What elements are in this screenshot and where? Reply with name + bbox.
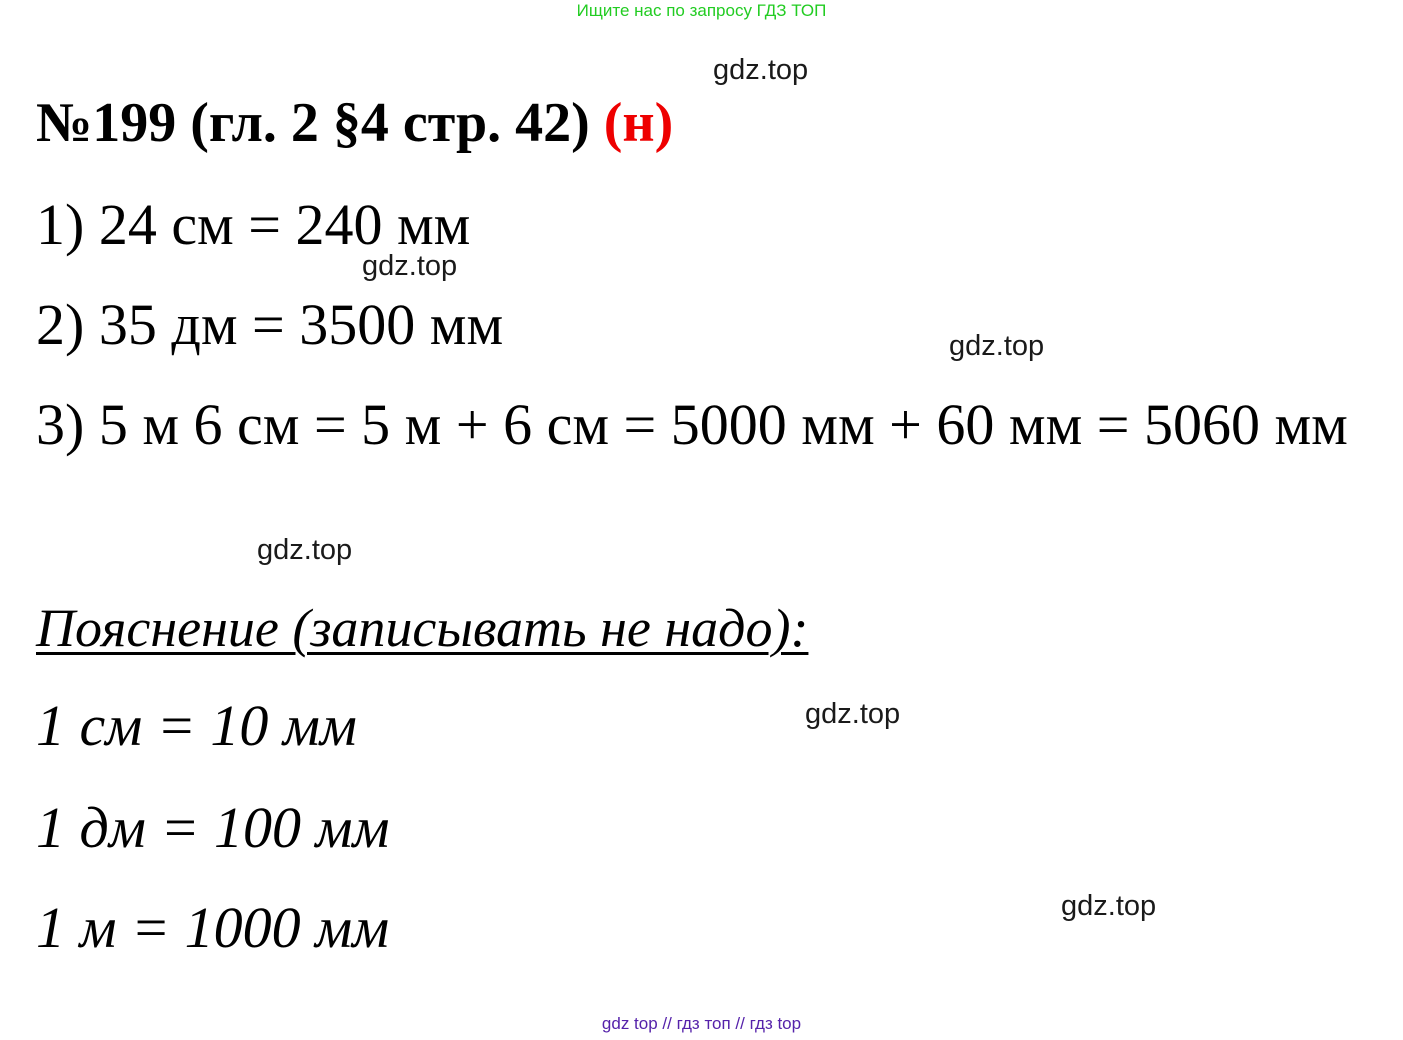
conversion-rule-1: 1 см = 10 мм: [36, 693, 357, 758]
conversion-rule-3: 1 м = 1000 мм: [36, 895, 390, 960]
solution-line-1: 1) 24 см = 240 мм: [36, 192, 471, 257]
conversion-rule-2: 1 дм = 100 мм: [36, 795, 390, 860]
watermark: gdz.top: [713, 54, 809, 86]
task-number: №199 (гл. 2 §4 стр. 42): [36, 92, 590, 154]
watermark: gdz.top: [949, 330, 1045, 362]
top-banner: Ищите нас по запросу ГДЗ ТОП: [576, 1, 827, 20]
footer-links: gdz top // гдз топ // гдз top: [601, 1014, 802, 1033]
watermark: gdz.top: [362, 250, 458, 282]
watermark: gdz.top: [257, 534, 353, 566]
watermark: gdz.top: [805, 698, 901, 730]
task-title: [36, 90, 673, 156]
solution-line-2: 2) 35 дм = 3500 мм: [36, 292, 504, 357]
explanation-heading: Пояснение (записывать не надо):: [36, 598, 809, 658]
level-mark: (н): [603, 92, 674, 154]
solution-line-3: 3) 5 м 6 см = 5 м + 6 см = 5000 мм + 60 мм = 5060 мм: [36, 392, 1348, 457]
watermark: gdz.top: [1061, 890, 1157, 922]
